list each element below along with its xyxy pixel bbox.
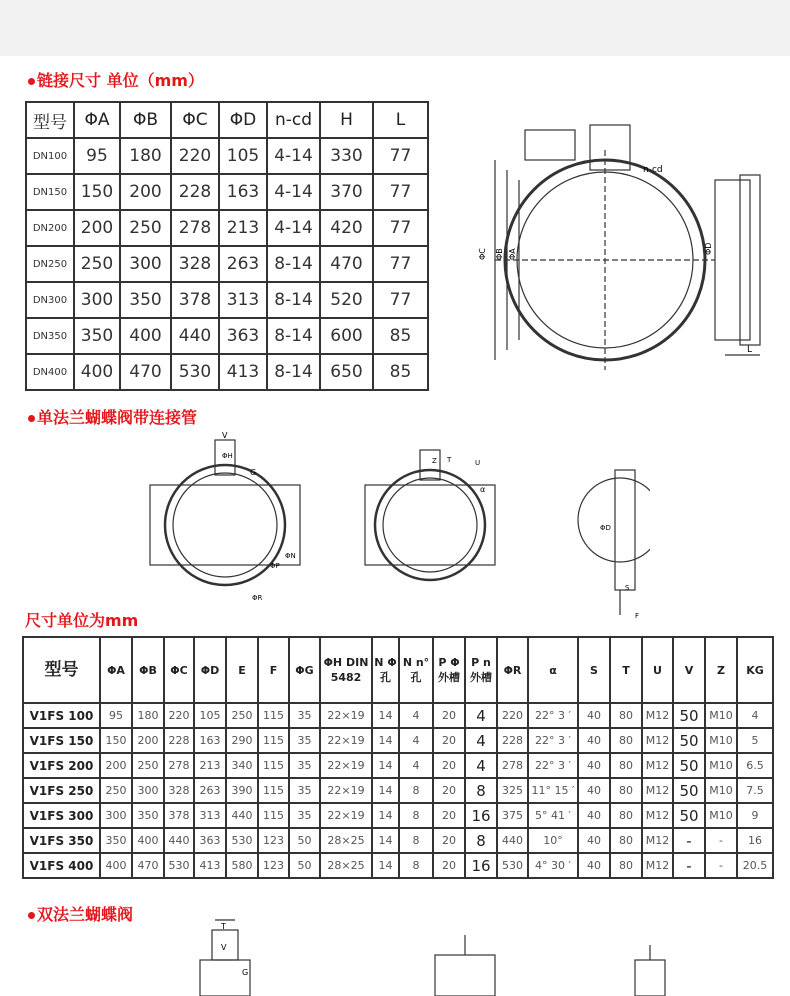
value-cell: 8 (399, 803, 433, 828)
value-cell: 40 (578, 728, 610, 753)
value-cell: 350 (74, 318, 120, 354)
value-cell: 250 (132, 753, 164, 778)
value-cell: 180 (120, 138, 171, 174)
model-cell: V1FS 400 (23, 853, 100, 878)
value-cell: 213 (194, 753, 226, 778)
value-cell: 440 (226, 803, 258, 828)
label-phia: ΦA (508, 248, 517, 260)
value-cell: 9 (737, 803, 773, 828)
label-h: ΦH (222, 452, 233, 460)
top-band (0, 0, 790, 56)
header-cell: P Φ 外槽 (433, 637, 465, 703)
double-flange-drawings-partial (190, 915, 690, 996)
table-row (23, 728, 773, 753)
header-cell: n-cd (267, 102, 320, 138)
model-cell: V1FS 250 (23, 778, 100, 803)
value-cell: 470 (320, 246, 373, 282)
header-cell: ΦD (194, 637, 226, 703)
value-cell: 40 (578, 778, 610, 803)
header-cell: T (610, 637, 642, 703)
header-cell: H (320, 102, 373, 138)
value-cell: 440 (171, 318, 219, 354)
value-cell: 20 (433, 828, 465, 853)
value-cell: 50 (673, 803, 705, 828)
value-cell: 228 (497, 728, 528, 753)
header-cell: ΦG (289, 637, 320, 703)
value-cell: 530 (226, 828, 258, 853)
value-cell: 35 (289, 803, 320, 828)
value-cell: - (673, 828, 705, 853)
value-cell: 650 (320, 354, 373, 390)
value-cell: 278 (497, 753, 528, 778)
label-phic: ΦC (478, 248, 487, 260)
section-title-single-flange (28, 405, 197, 428)
value-cell: 470 (132, 853, 164, 878)
value-cell: 420 (320, 210, 373, 246)
value-cell: 40 (578, 703, 610, 728)
header-cell: F (258, 637, 289, 703)
value-cell: 14 (372, 853, 399, 878)
model-cell: DN200 (26, 210, 74, 246)
value-cell: 40 (578, 753, 610, 778)
value-cell: 20 (433, 703, 465, 728)
value-cell: 80 (610, 778, 642, 803)
header-cell: α (528, 637, 578, 703)
header-cell: ΦC (164, 637, 194, 703)
value-cell: 14 (372, 753, 399, 778)
label-ncd: n-cd (643, 165, 663, 175)
value-cell: 123 (258, 853, 289, 878)
value-cell: 4° 30 ′ (528, 853, 578, 878)
value-cell: 22° 3 ′ (528, 753, 578, 778)
value-cell: 14 (372, 778, 399, 803)
value-cell: 115 (258, 778, 289, 803)
label-l: L (747, 345, 753, 355)
value-cell: 4 (737, 703, 773, 728)
actuator-body (525, 130, 575, 160)
value-cell: 20 (433, 778, 465, 803)
value-cell: M12 (642, 778, 673, 803)
section-title-text: 单法兰蝴蝶阀带连接管 (37, 408, 198, 427)
value-cell: 5 (737, 728, 773, 753)
header-cell: N n° 孔 (399, 637, 433, 703)
value-cell: 363 (219, 318, 267, 354)
value-cell: 520 (320, 282, 373, 318)
model-cell: DN250 (26, 246, 74, 282)
value-cell: 213 (219, 210, 267, 246)
value-cell: 220 (497, 703, 528, 728)
value-cell: M10 (705, 778, 737, 803)
value-cell: 16 (737, 828, 773, 853)
table-header-row (23, 637, 773, 703)
table-row (23, 828, 773, 853)
value-cell: 278 (164, 753, 194, 778)
value-cell: 10° (528, 828, 578, 853)
value-cell: 470 (120, 354, 171, 390)
value-cell: 35 (289, 753, 320, 778)
model-cell: V1FS 150 (23, 728, 100, 753)
value-cell: 300 (132, 778, 164, 803)
value-cell: 115 (258, 753, 289, 778)
value-cell: 35 (289, 778, 320, 803)
table-row (23, 703, 773, 728)
value-cell: 14 (372, 828, 399, 853)
value-cell: 4 (465, 728, 497, 753)
value-cell: 115 (258, 803, 289, 828)
value-cell: 105 (219, 138, 267, 174)
value-cell: 115 (258, 703, 289, 728)
value-cell: 6.5 (737, 753, 773, 778)
model-cell: V1FS 300 (23, 803, 100, 828)
value-cell: 77 (373, 282, 428, 318)
value-cell: 50 (673, 728, 705, 753)
value-cell: 77 (373, 138, 428, 174)
value-cell: 40 (578, 803, 610, 828)
label-p: ΦP (270, 562, 280, 570)
value-cell: 80 (610, 853, 642, 878)
value-cell: 330 (320, 138, 373, 174)
model-cell: V1FS 200 (23, 753, 100, 778)
value-cell: 20.5 (737, 853, 773, 878)
value-cell: 7.5 (737, 778, 773, 803)
label-alpha: α (480, 485, 486, 494)
value-cell: 413 (219, 354, 267, 390)
value-cell: 80 (610, 728, 642, 753)
header-cell: ΦA (100, 637, 132, 703)
value-cell: 40 (578, 853, 610, 878)
value-cell: 313 (219, 282, 267, 318)
label-phid: ΦD (704, 242, 713, 255)
value-cell: 40 (578, 828, 610, 853)
value-cell: 250 (74, 246, 120, 282)
label-t2: T (221, 922, 226, 931)
value-cell: 328 (164, 778, 194, 803)
value-cell: 4 (399, 753, 433, 778)
value-cell: 20 (433, 753, 465, 778)
header-cell: S (578, 637, 610, 703)
value-cell: 77 (373, 246, 428, 282)
value-cell: 77 (373, 174, 428, 210)
single-flange-drawings (130, 430, 650, 620)
value-cell: 14 (372, 728, 399, 753)
value-cell: M12 (642, 728, 673, 753)
value-cell: 300 (120, 246, 171, 282)
model-cell: DN150 (26, 174, 74, 210)
value-cell: 14 (372, 803, 399, 828)
value-cell: 8-14 (267, 318, 320, 354)
value-cell: 16 (465, 803, 497, 828)
header-cell: KG (737, 637, 773, 703)
value-cell: 163 (219, 174, 267, 210)
value-cell: 22×19 (320, 703, 372, 728)
value-cell: 20 (433, 803, 465, 828)
label-z: Z (432, 457, 437, 465)
value-cell: 4 (465, 703, 497, 728)
value-cell: 14 (372, 703, 399, 728)
model-cell: DN100 (26, 138, 74, 174)
value-cell: - (673, 853, 705, 878)
table-row (26, 210, 428, 246)
value-cell: 350 (132, 803, 164, 828)
header-cell: 型号 (23, 637, 100, 703)
header-cell: N Φ 孔 (372, 637, 399, 703)
section-title-text: 链接尺寸 单位（mm） (37, 71, 204, 90)
table-row (23, 778, 773, 803)
value-cell: 77 (373, 210, 428, 246)
value-cell: M10 (705, 703, 737, 728)
value-cell: 20 (433, 853, 465, 878)
section-title-double-flange (28, 902, 133, 925)
value-cell: 200 (74, 210, 120, 246)
header-cell: ΦC (171, 102, 219, 138)
value-cell: 400 (132, 828, 164, 853)
value-cell: M10 (705, 753, 737, 778)
value-cell: 8 (399, 828, 433, 853)
value-cell: 95 (74, 138, 120, 174)
value-cell: 375 (497, 803, 528, 828)
model-cell: DN300 (26, 282, 74, 318)
value-cell: 250 (100, 778, 132, 803)
value-cell: 400 (100, 853, 132, 878)
value-cell: 400 (74, 354, 120, 390)
label-g2: G (242, 968, 249, 977)
header-cell: U (642, 637, 673, 703)
table-row (23, 753, 773, 778)
value-cell: 8-14 (267, 354, 320, 390)
header-cell: E (226, 637, 258, 703)
value-cell: M12 (642, 703, 673, 728)
value-cell: M10 (705, 728, 737, 753)
value-cell: 22° 3 ′ (528, 703, 578, 728)
value-cell: 4-14 (267, 210, 320, 246)
value-cell: 50 (289, 828, 320, 853)
value-cell: 8 (465, 778, 497, 803)
section-title-units: 尺寸单位为mm (25, 611, 139, 630)
label-v2: V (221, 943, 227, 952)
label-n: ΦN (285, 552, 296, 560)
value-cell: 8 (465, 828, 497, 853)
value-cell: 4-14 (267, 138, 320, 174)
value-cell: 105 (194, 703, 226, 728)
label-g: G (250, 468, 257, 477)
value-cell: 250 (226, 703, 258, 728)
value-cell: 350 (100, 828, 132, 853)
value-cell: - (705, 853, 737, 878)
value-cell: 228 (164, 728, 194, 753)
header-cell: ΦH DIN 5482 (320, 637, 372, 703)
value-cell: 200 (132, 728, 164, 753)
table-row (23, 853, 773, 878)
value-cell: 530 (497, 853, 528, 878)
value-cell: 440 (164, 828, 194, 853)
value-cell: 220 (164, 703, 194, 728)
connection-dimension-table (25, 101, 429, 391)
table-row (26, 246, 428, 282)
value-cell: 378 (164, 803, 194, 828)
value-cell: 8-14 (267, 246, 320, 282)
model-cell: DN350 (26, 318, 74, 354)
section-title-connection (28, 68, 204, 91)
value-cell: 50 (673, 703, 705, 728)
value-cell: 150 (100, 728, 132, 753)
value-cell: 28×25 (320, 853, 372, 878)
single-flange-dimension-table (22, 636, 774, 879)
value-cell: 22×19 (320, 728, 372, 753)
header-cell: ΦB (120, 102, 171, 138)
table-row (26, 354, 428, 390)
value-cell: M10 (705, 803, 737, 828)
table-header-row (26, 102, 428, 138)
value-cell: 340 (226, 753, 258, 778)
value-cell: 378 (171, 282, 219, 318)
value-cell: 50 (289, 853, 320, 878)
value-cell: 300 (100, 803, 132, 828)
section-title-text: 双法兰蝴蝶阀 (37, 905, 134, 924)
label-f: F (635, 612, 640, 620)
value-cell: 400 (120, 318, 171, 354)
label-u: U (475, 459, 481, 467)
label-t: T (447, 456, 452, 464)
value-cell: 220 (171, 138, 219, 174)
header-cell: V (673, 637, 705, 703)
label-s: S (625, 584, 630, 592)
label-v: V (222, 431, 228, 440)
value-cell: 530 (171, 354, 219, 390)
header-cell: ΦB (132, 637, 164, 703)
header-cell: P n 外槽 (465, 637, 497, 703)
value-cell: 580 (226, 853, 258, 878)
model-cell: V1FS 100 (23, 703, 100, 728)
value-cell: 115 (258, 728, 289, 753)
value-cell: 200 (120, 174, 171, 210)
value-cell: 28×25 (320, 828, 372, 853)
value-cell: 35 (289, 703, 320, 728)
value-cell: 20 (433, 728, 465, 753)
header-cell: L (373, 102, 428, 138)
table-row (26, 318, 428, 354)
value-cell: 22×19 (320, 803, 372, 828)
value-cell: 85 (373, 354, 428, 390)
value-cell: 4-14 (267, 174, 320, 210)
value-cell: 290 (226, 728, 258, 753)
value-cell: 370 (320, 174, 373, 210)
value-cell: 123 (258, 828, 289, 853)
header-cell: ΦD (219, 102, 267, 138)
header-cell: ΦA (74, 102, 120, 138)
value-cell: 163 (194, 728, 226, 753)
valve-front-side-drawing (455, 80, 785, 395)
value-cell: 80 (610, 753, 642, 778)
value-cell: 228 (171, 174, 219, 210)
value-cell: 363 (194, 828, 226, 853)
value-cell: 200 (100, 753, 132, 778)
value-cell: 350 (120, 282, 171, 318)
value-cell: 95 (100, 703, 132, 728)
value-cell: 390 (226, 778, 258, 803)
value-cell: 80 (610, 703, 642, 728)
value-cell: 600 (320, 318, 373, 354)
value-cell: 11° 15 ′ (528, 778, 578, 803)
header-cell: Z (705, 637, 737, 703)
value-cell: 263 (219, 246, 267, 282)
table-row (26, 138, 428, 174)
value-cell: 440 (497, 828, 528, 853)
value-cell: 4 (399, 728, 433, 753)
table-row (26, 282, 428, 318)
value-cell: 4 (465, 753, 497, 778)
table-row (26, 174, 428, 210)
label-phib: ΦB (495, 248, 504, 260)
value-cell: 16 (465, 853, 497, 878)
value-cell: 530 (164, 853, 194, 878)
value-cell: 180 (132, 703, 164, 728)
header-cell: ΦR (497, 637, 528, 703)
value-cell: 22×19 (320, 753, 372, 778)
value-cell: 8-14 (267, 282, 320, 318)
value-cell: 8 (399, 853, 433, 878)
value-cell: 413 (194, 853, 226, 878)
table-row (23, 803, 773, 828)
value-cell: M12 (642, 853, 673, 878)
model-cell: DN400 (26, 354, 74, 390)
value-cell: 4 (399, 703, 433, 728)
value-cell: 313 (194, 803, 226, 828)
value-cell: M12 (642, 753, 673, 778)
value-cell: 278 (171, 210, 219, 246)
model-cell: V1FS 350 (23, 828, 100, 853)
value-cell: 80 (610, 828, 642, 853)
header-cell: 型号 (26, 102, 74, 138)
value-cell: 50 (673, 753, 705, 778)
value-cell: 80 (610, 803, 642, 828)
value-cell: 35 (289, 728, 320, 753)
value-cell: 300 (74, 282, 120, 318)
value-cell: 85 (373, 318, 428, 354)
label-phid2: ΦD (600, 524, 611, 532)
value-cell: 150 (74, 174, 120, 210)
value-cell: 263 (194, 778, 226, 803)
value-cell: 5° 41 ′ (528, 803, 578, 828)
value-cell: M12 (642, 803, 673, 828)
value-cell: 328 (171, 246, 219, 282)
value-cell: - (705, 828, 737, 853)
value-cell: M12 (642, 828, 673, 853)
label-r: ΦR (252, 594, 263, 602)
value-cell: 22×19 (320, 778, 372, 803)
value-cell: 22° 3 ′ (528, 728, 578, 753)
value-cell: 325 (497, 778, 528, 803)
value-cell: 50 (673, 778, 705, 803)
value-cell: 250 (120, 210, 171, 246)
value-cell: 8 (399, 778, 433, 803)
